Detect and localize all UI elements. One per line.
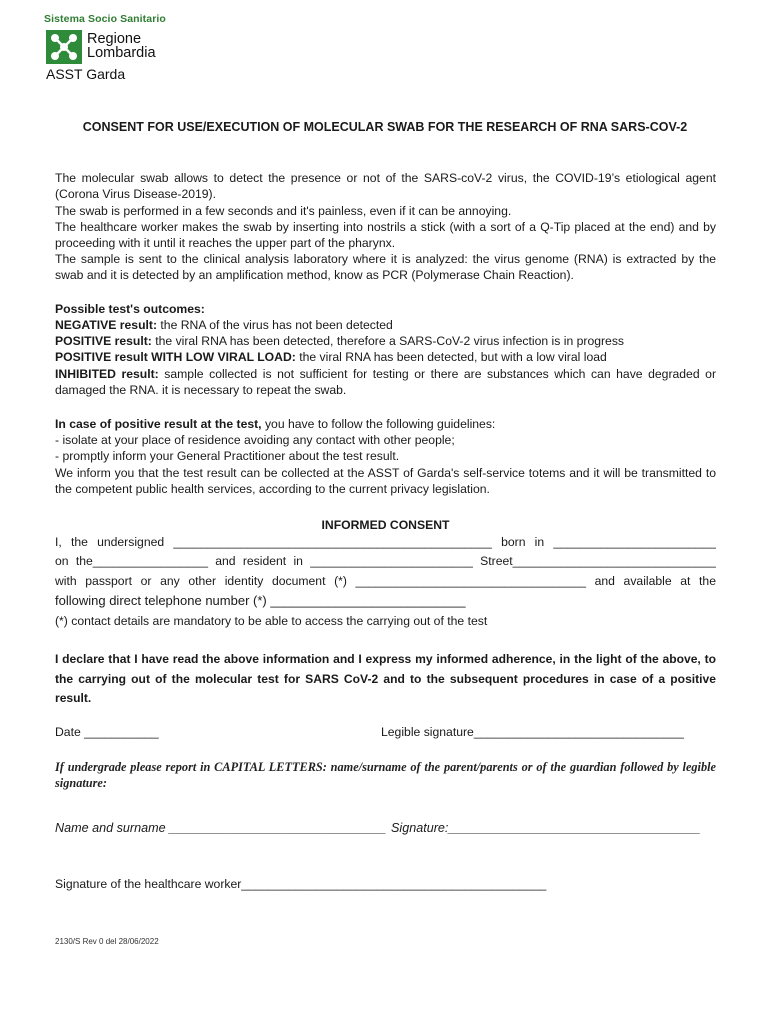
document-code: 2130/S Rev 0 del 28/06/2022 (55, 937, 159, 946)
outcome-inhibited (55, 366, 716, 399)
outcome-positive (55, 333, 716, 349)
asst-name: ASST Garda (46, 66, 126, 82)
consent-declaration: I declare that I have read the above information and I express my informed adherence, in the light of the above, to the carrying out of the molecular test for SARS CoV-2 and to the subsequent procedures in case of a positive result. (55, 652, 716, 705)
outcome-positive-low-load (55, 349, 716, 365)
signature-field[interactable]: Signature:____________________________________ (391, 821, 701, 835)
healthcare-worker-signature-field[interactable]: Signature of the healthcare worker_____________________________________________ (55, 877, 547, 891)
name-surname-field[interactable]: Name and surname _______________________________ (55, 821, 387, 835)
consent-line-residence: on the_________________ and resident in ________________________ Street______________________________ (55, 554, 716, 568)
region-name-line2: Lombardia (87, 45, 156, 61)
outcome-text: the viral RNA has been detected, therefore a SARS-CoV-2 virus infection is in progress (151, 334, 625, 348)
outcome-text: the RNA of the virus has not been detected (157, 318, 393, 332)
guideline-item: - promptly inform your General Practitioner about the test result. (55, 449, 400, 463)
consent-note: (*) contact details are mandatory to be able to access the carrying out of the test (55, 614, 488, 628)
intro-paragraph-4: The sample is sent to the clinical analysis laboratory where it is analyzed: the virus genome (RNA) is extracted by the swab and it is detected by an amplification method, know as PCR (Polymerase Chain Reaction). (55, 252, 716, 283)
page-title: CONSENT FOR USE/EXECUTION OF MOLECULAR SWAB FOR THE RESEARCH OF RNA SARS-COV-2 (82, 120, 688, 134)
outcome-negative (55, 317, 716, 333)
outcome-label: POSITIVE result WITH LOW VIRAL LOAD: (55, 350, 296, 364)
outcome-text: the viral RNA has been detected, but with a low viral load (295, 350, 607, 364)
intro-paragraph-3: The healthcare worker makes the swab by inserting into nostrils a stick (with a sort of a Q-Tip placed at the end) and by proceeding with it until it reaches the upper part of the pharynx. (55, 220, 716, 251)
outcomes-heading: Possible test's outcomes: (55, 302, 205, 316)
outcome-label: INHIBITED result: (55, 367, 159, 381)
health-system-label: Sistema Socio Sanitario (44, 13, 166, 25)
region-logo-icon (46, 30, 82, 64)
intro-paragraph-1: The molecular swab allows to detect the presence or not of the SARS-coV-2 virus, the COVID-19’s etiological agent (Corona Virus Disease-2019). (55, 171, 716, 202)
consent-line-phone: following direct telephone number (*) ___________________________ (55, 593, 466, 608)
outcome-text: sample collected is not sufficient for testing or there are substances which can have degraded or damaged the RNA. it is necessary to repeat the swab. (55, 367, 716, 398)
inform-paragraph: We inform you that the test result can be collected at the ASST of Garda's self-service totems and it will be transmitted to the competent public health services, according to the current privacy legislation. (55, 466, 716, 497)
region-name-line1: Regione (87, 31, 142, 47)
guidelines-lead-text: you have to follow the following guidelines: (261, 417, 496, 431)
outcome-label: NEGATIVE result: (55, 318, 158, 332)
consent-line-undersigned: I, the undersigned _______________________________________________ born in ________________________ (55, 535, 716, 549)
outcome-label: POSITIVE result: (55, 334, 152, 348)
legible-signature-field[interactable]: Legible signature_______________________________ (381, 725, 684, 739)
undergrade-note: If undergrade please report in CAPITAL LETTERS: name/surname of the parent/parents or of the guardian followed by legible signature: (55, 760, 716, 790)
consent-line-document: with passport or any other identity document (*) __________________________________ and available at the (55, 574, 716, 588)
intro-paragraph-2: The swab is performed in a few seconds and it's painless, even if it can be annoying. (55, 204, 512, 218)
date-field[interactable]: Date ___________ (55, 725, 159, 739)
guidelines-lead-bold: In case of positive result at the test, (55, 417, 262, 431)
guidelines-lead (55, 416, 716, 432)
guideline-item: - isolate at your place of residence avoiding any contact with other people; (55, 433, 455, 447)
consent-heading: INFORMED CONSENT (321, 518, 450, 532)
